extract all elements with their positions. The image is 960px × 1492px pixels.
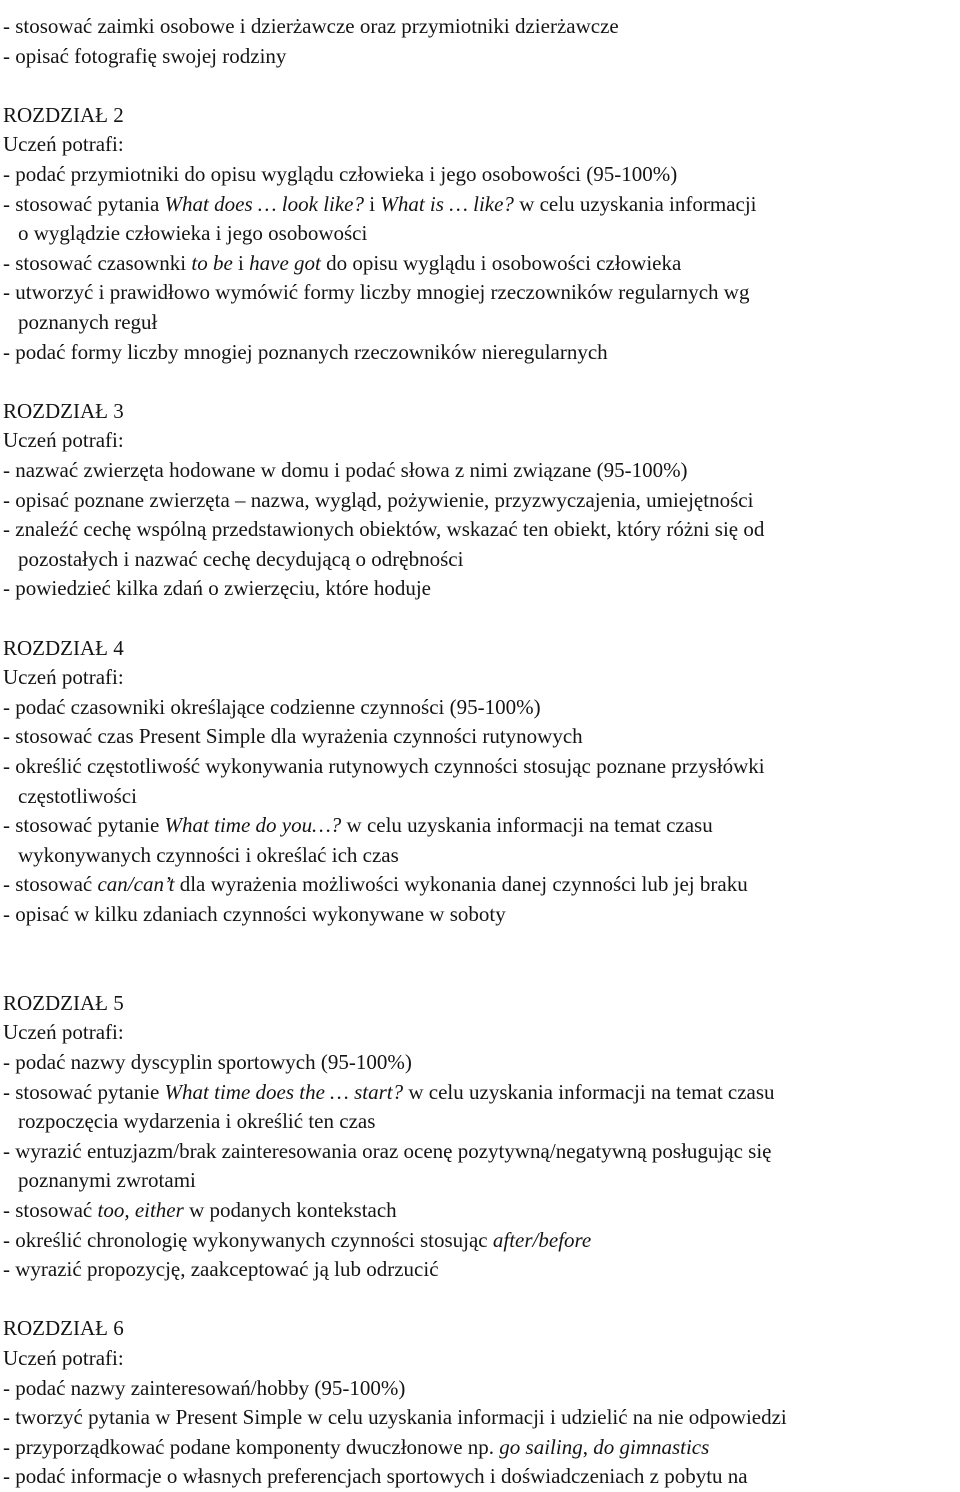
section-label — [3, 426, 124, 456]
list-item — [3, 515, 764, 545]
text-segment: Uczeń potrafi: — [3, 428, 124, 453]
italic-phrase: What time does the … start? — [164, 1079, 404, 1104]
italic-phrase: What is … like? — [380, 191, 514, 216]
text-segment: i — [364, 191, 381, 216]
section-label — [3, 1344, 124, 1374]
section-label — [3, 130, 124, 160]
list-item — [3, 1078, 775, 1108]
list-item — [3, 1196, 397, 1226]
list-item — [3, 1137, 772, 1167]
list-item — [3, 278, 749, 308]
text-segment: - stosować pytanie — [3, 813, 165, 838]
list-item — [3, 12, 619, 42]
list-item — [3, 1433, 709, 1463]
text-segment: - tworzyć pytania w Present Simple w celu uzyskania informacji i udzielić na nie odpowiedzi — [3, 1405, 787, 1430]
text-segment: - stosować zaimki osobowe i dzierżawcze oraz przymiotniki dzierżawcze — [3, 14, 619, 38]
text-segment: - stosować pytanie — [3, 1079, 165, 1104]
list-item-continuation — [18, 841, 399, 871]
chapter-heading — [3, 989, 124, 1019]
list-item-continuation — [18, 219, 367, 249]
text-segment: - opisać fotografię swojej rodziny — [3, 43, 287, 68]
text-segment: - utworzyć i prawidłowo wymówić formy liczby mnogiej rzeczowników regularnych wg — [3, 280, 750, 305]
list-item — [3, 160, 677, 190]
list-item — [3, 486, 753, 516]
list-item — [3, 249, 681, 279]
italic-phrase: to be — [191, 250, 233, 275]
list-item — [3, 811, 713, 841]
text-segment: do opisu wyglądu i osobowości człowieka — [320, 250, 682, 275]
text-segment: - wyrazić propozycję, zaakceptować ją lub odrzucić — [3, 1257, 439, 1282]
list-item — [3, 900, 506, 930]
text-segment: poznanymi zwrotami — [18, 1168, 196, 1193]
text-segment: , — [582, 1434, 594, 1459]
text-segment: - podać formy liczby mnogiej poznanych rzeczowników nieregularnych — [3, 339, 608, 364]
chapter-heading — [3, 101, 124, 131]
text-segment: wykonywanych czynności i określać ich czas — [18, 842, 399, 867]
list-item — [3, 1374, 405, 1404]
chapter-heading — [3, 1314, 124, 1344]
chapter-heading — [3, 397, 124, 427]
text-segment: - podać czasowniki określające codzienne czynności (95-100%) — [3, 694, 541, 719]
text-segment: - podać przymiotniki do opisu wyglądu człowieka i jego osobowości (95-100%) — [3, 162, 678, 186]
section-label — [3, 663, 124, 693]
text-segment: - określić chronologię wykonywanych czynności stosując — [3, 1227, 493, 1252]
list-item — [3, 456, 688, 486]
text-segment: i — [232, 250, 250, 275]
text-segment: - podać informacje o własnych preferencjach sportowych i doświadczeniach z pobytu na — [3, 1464, 748, 1489]
text-segment: Uczeń potrafi: — [3, 665, 124, 690]
list-item-continuation — [18, 545, 463, 575]
text-segment: rozpoczęcia wydarzenia i określić ten czas — [18, 1109, 376, 1134]
text-segment: ROZDZIAŁ 4 — [3, 635, 124, 660]
text-segment: w celu uzyskania informacji na temat czasu — [403, 1079, 775, 1104]
text-segment: - podać nazwy zainteresowań/hobby (95-100%) — [3, 1375, 406, 1400]
text-segment: - stosować pytania — [3, 191, 165, 216]
text-segment: - nazwać zwierzęta hodowane w domu i podać słowa z nimi związane (95-100%) — [3, 458, 688, 482]
list-item — [3, 338, 608, 368]
text-segment: Uczeń potrafi: — [3, 1346, 124, 1370]
text-segment: - określić częstotliwość wykonywania rutynowych czynności stosując poznane przysłówki — [3, 754, 765, 778]
text-segment: - powiedzieć kilka zdań o zwierzęciu, które hoduje — [3, 576, 431, 601]
list-item — [3, 693, 541, 723]
text-segment: częstotliwości — [18, 783, 137, 808]
italic-phrase: can/can’t — [97, 872, 175, 897]
text-segment: - stosować — [3, 1198, 98, 1222]
italic-phrase: do gimnastics — [593, 1434, 710, 1459]
text-segment: o wyglądzie człowieka i jego osobowości — [18, 221, 368, 246]
text-segment: ROZDZIAŁ 2 — [3, 102, 124, 127]
list-item-continuation — [18, 782, 137, 812]
list-item-continuation — [18, 1166, 196, 1196]
list-item — [3, 1255, 439, 1285]
list-item — [3, 752, 765, 782]
list-item — [3, 190, 757, 220]
text-segment: ROZDZIAŁ 5 — [3, 990, 124, 1015]
text-segment: - stosować czas Present Simple dla wyrażenia czynności rutynowych — [3, 724, 583, 749]
italic-phrase: What time do you…? — [164, 813, 342, 838]
text-segment: w podanych kontekstach — [183, 1198, 397, 1222]
list-item — [3, 870, 748, 900]
italic-phrase: go sailing — [499, 1434, 583, 1459]
italic-phrase: too, either — [97, 1198, 184, 1222]
text-segment: poznanych reguł — [18, 310, 158, 334]
list-item — [3, 722, 583, 752]
text-segment: pozostałych i nazwać cechę decydującą o odrębności — [18, 546, 464, 571]
text-segment: w celu uzyskania informacji — [513, 191, 757, 216]
text-segment: - przyporządkować podane komponenty dwuczłonowe np. — [3, 1434, 500, 1459]
text-segment: ROZDZIAŁ 6 — [3, 1316, 124, 1341]
list-item — [3, 1462, 748, 1492]
italic-phrase: after/before — [492, 1227, 592, 1252]
text-segment: Uczeń potrafi: — [3, 132, 124, 157]
italic-phrase: have got — [249, 250, 321, 275]
text-segment: - stosować — [3, 872, 98, 897]
list-item-continuation — [18, 1107, 375, 1137]
italic-phrase: What does … look like? — [164, 191, 365, 216]
text-segment: - stosować czasownki — [3, 250, 192, 275]
text-segment: dla wyrażenia możliwości wykonania danej czynności lub jej braku — [174, 872, 748, 897]
list-item — [3, 1048, 412, 1078]
list-item — [3, 1226, 591, 1256]
list-item — [3, 42, 286, 72]
chapter-heading — [3, 634, 124, 664]
list-item — [3, 1403, 787, 1433]
list-item — [3, 574, 431, 604]
section-label — [3, 1018, 124, 1048]
text-segment: - znaleźć cechę wspólną przedstawionych obiektów, wskazać ten obiekt, który różni się od — [3, 517, 765, 542]
text-segment: ROZDZIAŁ 3 — [3, 398, 124, 423]
text-segment: w celu uzyskania informacji na temat czasu — [341, 813, 713, 838]
text-segment: - opisać w kilku zdaniach czynności wykonywane w soboty — [3, 902, 506, 926]
text-segment: - podać nazwy dyscyplin sportowych (95-100%) — [3, 1050, 412, 1074]
text-segment: - wyrazić entuzjazm/brak zainteresowania oraz ocenę pozytywną/negatywną posługując się — [3, 1138, 772, 1163]
text-segment: - opisać poznane zwierzęta – nazwa, wygląd, pożywienie, przyzwyczajenia, umiejętności — [3, 487, 754, 512]
list-item-continuation — [18, 308, 157, 338]
text-segment: Uczeń potrafi: — [3, 1020, 124, 1045]
